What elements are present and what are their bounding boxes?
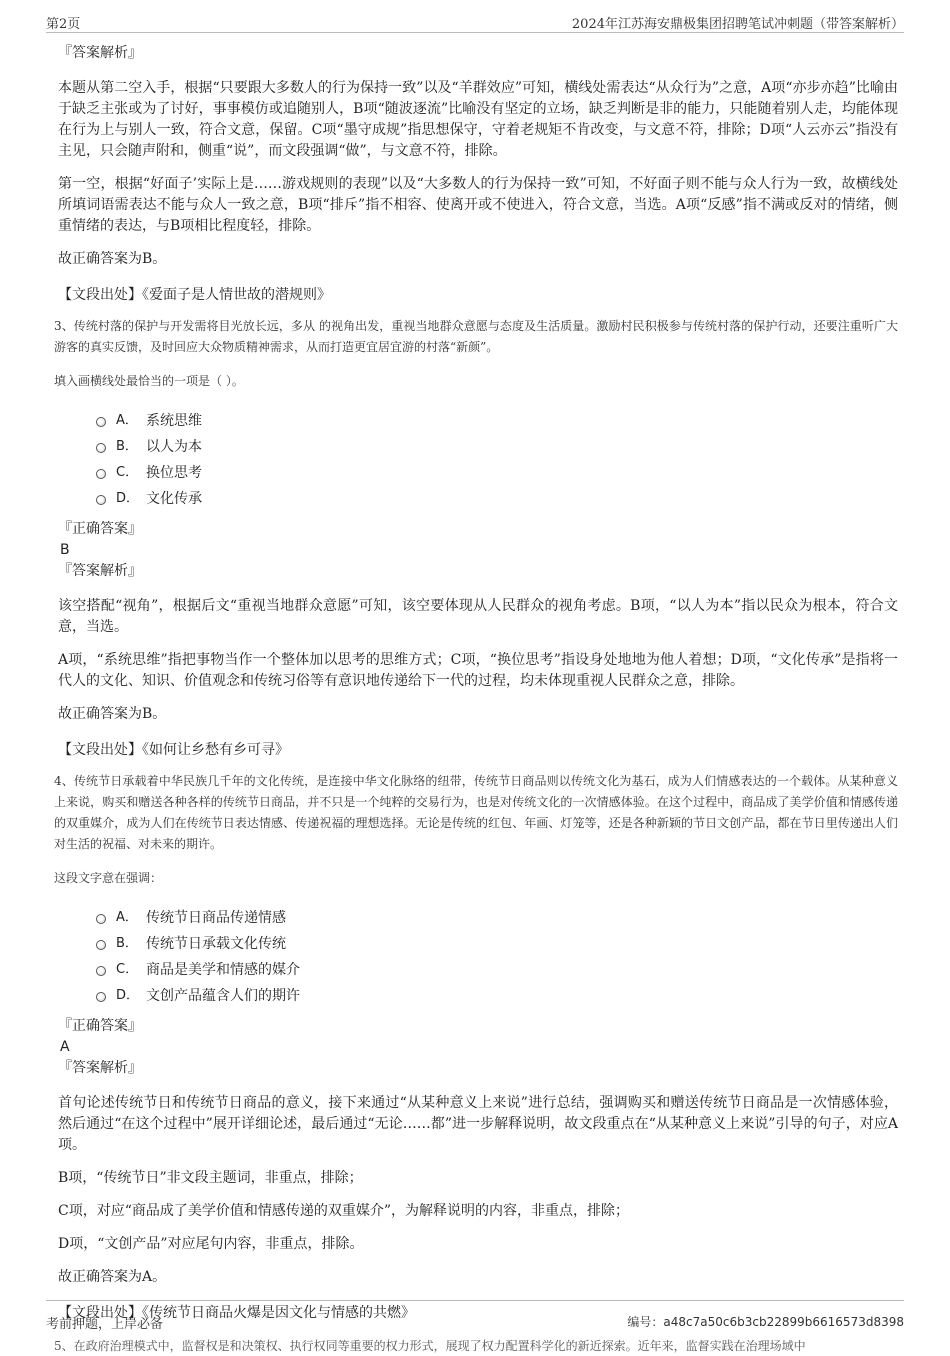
option-key: C．	[116, 465, 139, 480]
q4-options	[96, 905, 898, 1009]
q4-option-a[interactable]	[96, 905, 898, 931]
document-title: 2024年江苏海安鼎极集团招聘笔试冲刺题（带答案解析）	[571, 17, 904, 32]
q4-option-b[interactable]	[96, 931, 898, 957]
q3-answer: B	[60, 542, 70, 558]
q4-analysis-3: C项，对应“商品成了美学价值和情感传递的双重媒介”，为解释说明的内容，非重点，排除；	[58, 1203, 630, 1219]
option-key: A．	[116, 910, 138, 925]
option-key: D．	[116, 491, 140, 506]
q3-option-c[interactable]	[96, 460, 898, 486]
option-key: B．	[116, 439, 138, 454]
option-text: 传统节日商品传递情感	[146, 910, 286, 926]
option-text: 文创产品蕴含人们的期许	[146, 988, 300, 1004]
page-header	[46, 10, 904, 33]
q3-stem: 3、传统村落的保护与开发需将目光放长远，多从 的视角出发，重视当地群众意愿与态度及生活质量。激励村民积极参与传统村落的保护行动，还要注重听广大游客的真实反馈，及时回应大众物质精神需求，从而打造更宜居宜游的村落“新颜”。	[54, 319, 898, 354]
correct-answer-label: 『正确答案』	[58, 521, 142, 537]
radio-icon[interactable]	[96, 443, 106, 453]
correct-answer-label: 『正确答案』	[58, 1018, 142, 1034]
q4-answer: A	[60, 1039, 70, 1055]
q3-source: 【文段出处】《如何让乡愁有乡可寻》	[58, 742, 289, 758]
footer-slogan: 考前押题，上岸必备	[46, 1317, 164, 1332]
option-text: 系统思维	[146, 413, 202, 429]
q2-conclusion: 故正确答案为B。	[58, 251, 167, 267]
q4-option-c[interactable]	[96, 957, 898, 983]
q4-prompt: 这段文字意在强调：	[54, 871, 163, 885]
q5-stem: 5、在政府治理模式中，监督权是和决策权、执行权同等重要的权力形式，展现了权力配置科学化的新近探索。近年来，监督实践在治理场域中	[54, 1339, 806, 1353]
option-text: 换位思考	[146, 465, 202, 481]
q4-conclusion: 故正确答案为A。	[58, 1269, 167, 1285]
radio-icon[interactable]	[96, 914, 106, 924]
analysis-label: 『答案解析』	[58, 45, 142, 61]
q4-source: 【文段出处】《传统节日商品火爆是因文化与情感的共燃》	[58, 1305, 415, 1321]
q4-option-d[interactable]	[96, 983, 898, 1009]
page-footer	[46, 1300, 904, 1341]
q2-source: 【文段出处】《爱面子是人情世故的潜规则》	[58, 287, 331, 303]
option-text: 商品是美学和情感的媒介	[146, 962, 300, 978]
q4-analysis-2: B项，“传统节日”非文段主题词，非重点，排除；	[58, 1170, 363, 1186]
q4-analysis-4: D项，“文创产品”对应尾句内容，非重点，排除。	[58, 1236, 364, 1252]
q2-analysis-2: 第一空，根据“好面子’实际上是……游戏规则的表现”以及“大多数人的行为保持一致”可知，不好面子则不能与众人行为一致，故横线处所填词语需表达不能与众人一致之意，B项“排斥”指不相容、使离开或不使进入，符合文意，当选。A项“反感”指不满或反对的情绪，侧重情绪的表达，与B项相比程度轻，排除。	[58, 176, 898, 234]
radio-icon[interactable]	[96, 469, 106, 479]
q4-stem: 4、传统节日承载着中华民族几千年的文化传统，是连接中华文化脉络的纽带，传统节日商品则以传统文化为基石，成为人们情感表达的一个载体。从某种意义上来说，购买和赠送各种各样的传统节日商品，并不只是一个纯粹的交易行为，也是对传统文化的一次情感体验。在这个过程中，商品成了美学价值和情感传递的双重媒介，成为人们在传统节日表达情感、传递祝福的理想选择。无论是传统的红包、年画、灯笼等，还是各种新颖的节日文创产品，都在节日里传递出人们对生活的祝福、对未来的期许。	[54, 774, 898, 851]
option-key: D．	[116, 988, 140, 1003]
radio-icon[interactable]	[96, 417, 106, 427]
q3-option-d[interactable]	[96, 486, 898, 512]
radio-icon[interactable]	[96, 495, 106, 505]
q3-option-a[interactable]	[96, 408, 898, 434]
option-text: 文化传承	[146, 491, 202, 507]
page-number: 第2页	[46, 17, 81, 32]
q3-analysis-1: 该空搭配“视角”，根据后文“重视当地群众意愿”可知，该空要体现从人民群众的视角考虑。B项，“以人为本”指以民众为根本，符合文意，当选。	[58, 598, 898, 635]
option-key: A．	[116, 413, 138, 428]
q3-prompt: 填入画横线处最恰当的一项是（ ）。	[54, 374, 244, 388]
analysis-label: 『答案解析』	[58, 563, 142, 579]
option-text: 传统节日承载文化传统	[146, 936, 286, 952]
radio-icon[interactable]	[96, 992, 106, 1002]
analysis-label: 『答案解析』	[58, 1060, 142, 1076]
q3-conclusion: 故正确答案为B。	[58, 706, 167, 722]
radio-icon[interactable]	[96, 966, 106, 976]
q3-option-b[interactable]	[96, 434, 898, 460]
option-key: C．	[116, 962, 139, 977]
document-code: 编号：a48c7a50c6b3cb22899b6616573d8398	[627, 1315, 904, 1329]
option-key: B．	[116, 936, 138, 951]
q3-analysis-2: A项，“系统思维”指把事物当作一个整体加以思考的思维方式；C项，“换位思考”指设身处地地为他人着想；D项，“文化传承”是指将一代人的文化、知识、价值观念和传统习俗等有意识地传递给下一代的过程，均未体现重视人民群众之意，排除。	[58, 652, 898, 689]
option-text: 以人为本	[146, 439, 202, 455]
q3-options	[96, 408, 898, 512]
q4-analysis-1: 首句论述传统节日和传统节日商品的意义，接下来通过“从某种意义上来说”进行总结，强调购买和赠送传统节日商品是一次情感体验，然后通过“在这个过程中”展开详细论述，最后通过“无论……都”进一步解释说明，故文段重点在“从某种意义上来说”引导的句子，对应A项。	[58, 1095, 898, 1153]
q2-analysis-1: 本题从第二空入手，根据“只要跟大多数人的行为保持一致”以及“羊群效应”可知，横线处需表达“从众行为”之意，A项“亦步亦趋”比喻由于缺乏主张或为了讨好，事事模仿或追随别人，B项“随波逐流”比喻没有坚定的立场，缺乏判断是非的能力，只能随着别人走，均能体现在行为上与别人一致，符合文意，保留。C项“墨守成规”指思想保守，守着老规矩不肯改变，与文意不符，排除；D项“人云亦云”指没有主见，只会随声附和，侧重“说”，而文段强调“做”，与文意不符，排除。	[58, 80, 898, 159]
radio-icon[interactable]	[96, 940, 106, 950]
